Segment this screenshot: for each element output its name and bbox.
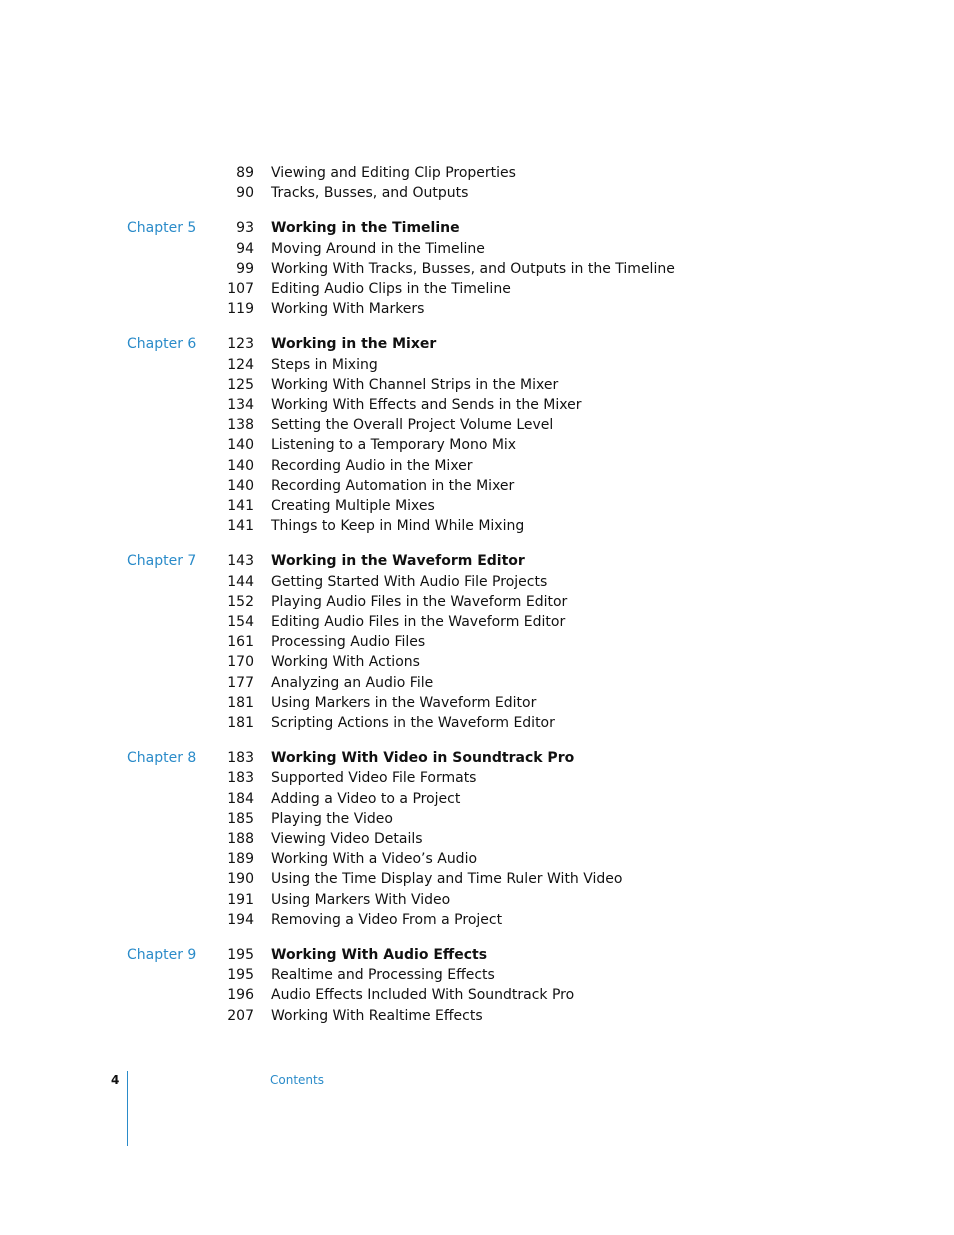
chapter-title: Working With Video in Soundtrack Pro [271,750,575,767]
toc-entry-row [0,789,954,809]
toc-page-number: 90 [236,185,254,202]
toc-page-number: 194 [227,911,254,928]
toc-entry-title: Realtime and Processing Effects [271,967,495,984]
toc-entry-row [0,890,954,910]
toc-entry-row [0,829,954,849]
toc-page-number: 94 [236,240,254,257]
toc-entry-row [0,693,954,713]
toc-entry-title: Recording Automation in the Mixer [271,477,515,494]
chapter-title: Working in the Timeline [271,220,460,237]
toc-entry-row [0,183,954,203]
toc-entry-title: Working With Markers [271,301,425,318]
toc-entry-title: Using Markers With Video [271,891,451,908]
toc-page-number: 191 [227,891,254,908]
toc-page-number: 99 [236,260,254,277]
footer-page-number: 4 [111,1073,120,1087]
toc-page-number: 170 [227,654,254,671]
toc-entry-title: Getting Started With Audio File Projects [271,573,548,590]
toc-page-number: 154 [227,614,254,630]
toc-page-number: 123 [227,336,254,353]
toc-entry-row [0,355,954,375]
toc-chapter-row [0,945,954,965]
toc-entry-row [0,395,954,415]
toc-entry-row [0,572,954,592]
toc-page-number: 119 [227,301,254,318]
toc-page-number: 93 [236,220,254,237]
toc-entry-row [0,612,954,632]
toc-entry-row [0,965,954,985]
toc-entry-title: Editing Audio Clips in the Timeline [271,281,511,297]
footer-section-label: Contents [270,1073,324,1087]
toc-page-number: 125 [227,376,254,393]
toc-entry-row [0,516,954,536]
footer-divider [127,1071,128,1146]
toc-entry-title: Playing Audio Files in the Waveform Editor [271,593,568,610]
toc-page-number: 141 [227,498,254,514]
toc-page-number: 107 [227,281,254,297]
toc-entry-row [0,456,954,476]
toc-entry-title: Supported Video File Formats [271,770,477,787]
toc-entry-title: Things to Keep in Mind While Mixing [271,518,525,535]
toc-page-number: 185 [227,810,254,827]
toc-entry-title: Setting the Overall Project Volume Level [271,417,554,434]
chapter-label: Chapter 8 [127,750,197,767]
toc-page-number: 124 [227,356,254,373]
toc-page-number: 89 [236,165,254,181]
toc-entry-title: Scripting Actions in the Waveform Editor [271,715,555,731]
toc-page-number: 177 [227,674,254,691]
toc-page-number: 143 [227,553,254,570]
toc-entry-row [0,652,954,672]
toc-entry-row [0,496,954,516]
toc-entry-title: Removing a Video From a Project [271,911,503,928]
toc-entry-title: Working With Channel Strips in the Mixer [271,376,559,393]
toc-chapter-row [0,334,954,354]
toc-page-number: 189 [227,851,254,868]
toc-entry-title: Listening to a Temporary Mono Mix [271,437,517,454]
toc-entry-title: Working With Actions [271,654,420,671]
toc-entry-title: Playing the Video [271,810,393,827]
toc-page-number: 184 [227,790,254,807]
toc-entry-row [0,163,954,183]
toc-entry-title: Steps in Mixing [271,356,378,373]
toc-entry-title: Creating Multiple Mixes [271,498,435,514]
toc-page-number: 183 [227,750,254,767]
toc-entry-row [0,985,954,1005]
toc-page-number: 190 [227,871,254,888]
toc-entry-title: Analyzing an Audio File [271,674,434,691]
chapter-label: Chapter 6 [127,336,197,353]
toc-page-number: 196 [227,987,254,1004]
toc-entry-title: Processing Audio Files [271,634,426,651]
toc-entry-row [0,476,954,496]
toc-page-number: 152 [227,593,254,610]
toc-page-number: 144 [227,573,254,590]
toc-entry-row [0,279,954,299]
toc-entry-title: Working With Realtime Effects [271,1007,483,1024]
toc-page-number: 183 [227,770,254,787]
chapter-label: Chapter 9 [127,947,197,963]
toc-entry-title: Moving Around in the Timeline [271,240,485,257]
toc-chapter-row [0,748,954,768]
toc-page-number: 138 [227,417,254,434]
chapter-label: Chapter 7 [127,553,197,570]
toc-entry-row [0,239,954,259]
toc-page-number: 181 [227,715,254,731]
toc-entry-row [0,415,954,435]
toc-entry-row [0,1006,954,1026]
chapter-title: Working in the Mixer [271,336,437,353]
toc-entry-row [0,435,954,455]
toc-entry-title: Viewing Video Details [271,831,423,847]
toc-entry-title: Editing Audio Files in the Waveform Editor [271,614,566,630]
toc-page-number: 188 [227,831,254,847]
toc-entry-row [0,299,954,319]
toc-page-number: 140 [227,477,254,494]
toc-entry-row [0,869,954,889]
toc-chapter-row [0,551,954,571]
toc-entry-title: Working With Effects and Sends in the Mixer [271,397,582,413]
toc-page-number: 140 [227,437,254,454]
toc-entry-title: Audio Effects Included With Soundtrack Pro [271,987,575,1004]
toc-page-number: 140 [227,457,254,474]
toc-entry-row [0,592,954,612]
toc-entry-title: Viewing and Editing Clip Properties [271,165,516,181]
toc-page-number: 195 [227,967,254,984]
toc-page-number: 207 [227,1007,254,1024]
toc-entry-row [0,849,954,869]
chapter-title: Working in the Waveform Editor [271,553,525,570]
chapter-title: Working With Audio Effects [271,947,488,963]
toc-page-number: 181 [227,694,254,711]
toc-page-number: 141 [227,518,254,535]
toc-entry-row [0,375,954,395]
toc-chapter-row [0,218,954,238]
toc-entry-title: Tracks, Busses, and Outputs [271,185,469,202]
chapter-label: Chapter 5 [127,220,197,237]
toc-page-number: 134 [227,397,254,413]
toc-entry-title: Working With Tracks, Busses, and Outputs in the Timeline [271,260,675,277]
toc-entry-row [0,768,954,788]
toc-page-number: 195 [227,947,254,963]
toc-entry-title: Using the Time Display and Time Ruler With Video [271,871,623,888]
toc-entry-title: Recording Audio in the Mixer [271,457,473,474]
toc-entry-title: Adding a Video to a Project [271,790,461,807]
toc-entry-row [0,713,954,733]
toc-entry-row [0,259,954,279]
toc-entry-row [0,632,954,652]
toc-entry-row [0,910,954,930]
toc-entry-title: Using Markers in the Waveform Editor [271,694,537,711]
toc-entry-row [0,673,954,693]
toc-entry-row [0,809,954,829]
toc-page-number: 161 [227,634,254,651]
toc-entry-title: Working With a Video’s Audio [271,851,478,868]
